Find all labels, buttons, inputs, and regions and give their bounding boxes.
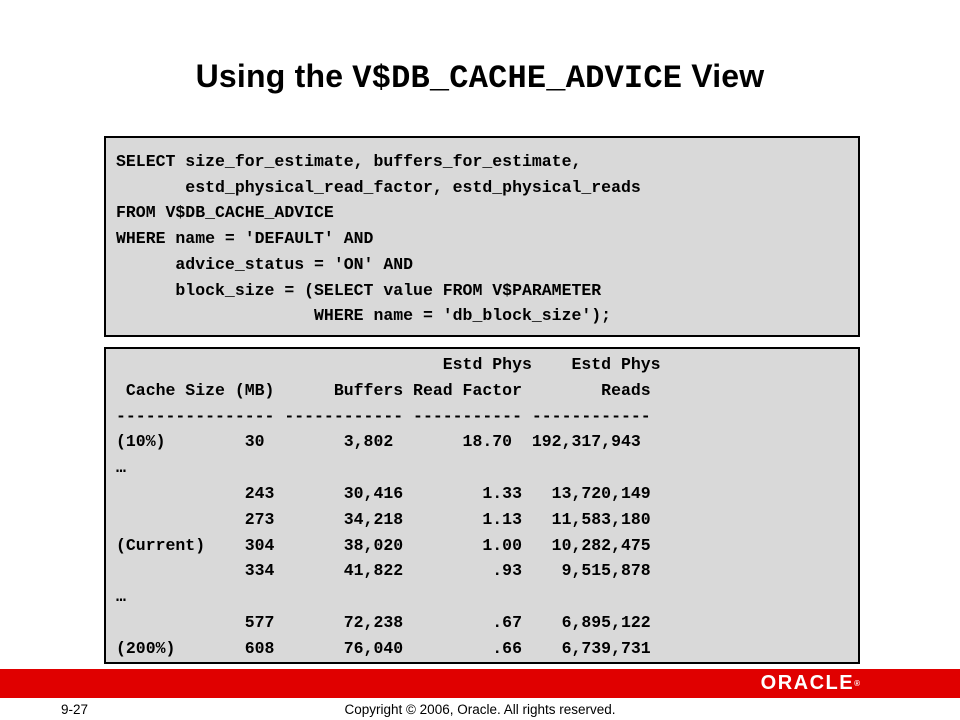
oracle-logo [761,673,860,694]
result-row: (200%) 608 76,040 .66 6,739,731 [116,638,651,658]
result-row: 243 30,416 1.33 13,720,149 [116,483,651,503]
result-row: 334 41,822 .93 9,515,878 [116,561,651,581]
result-row: (10%) 30 3,802 18.70 192,317,943 [116,432,641,452]
query-line: WHERE name = 'db_block_size'); [116,306,612,326]
query-line: advice_status = 'ON' AND [116,254,414,274]
result-row: 577 72,238 .67 6,895,122 [116,612,651,632]
slide-title [0,58,960,97]
title-code: V$DB_CACHE_ADVICE [352,60,683,97]
query-line: block_size = (SELECT value FROM V$PARAMETER [116,280,602,300]
oracle-logo-text: ORACLE [760,672,855,694]
result-row: (Current) 304 38,020 1.00 10,282,475 [116,535,651,555]
result-row: 273 34,218 1.13 11,583,180 [116,509,651,529]
page-number: 9-27 [61,702,89,717]
title-suffix: View [682,58,765,94]
result-row: … [116,587,126,607]
query-line: FROM V$DB_CACHE_ADVICE [116,203,334,223]
title-prefix: Using the [195,58,353,94]
result-header-line: Estd Phys Estd Phys [116,355,661,374]
copyright-notice: Copyright © 2006, Oracle. All rights reserved. [344,702,616,717]
registered-mark: ® [854,679,860,688]
sql-query-box [104,136,860,337]
query-line: estd_physical_read_factor, estd_physical_reads [116,177,641,197]
query-line: WHERE name = 'DEFAULT' AND [116,229,374,249]
result-row: … [116,458,126,478]
result-separator-line: ---------------- ------------ ----------- ------------ [116,406,651,426]
query-result-box [104,347,860,664]
result-header-line: Cache Size (MB) Buffers Read Factor Reads [116,380,651,400]
query-line: SELECT size_for_estimate, buffers_for_estimate, [116,152,582,171]
